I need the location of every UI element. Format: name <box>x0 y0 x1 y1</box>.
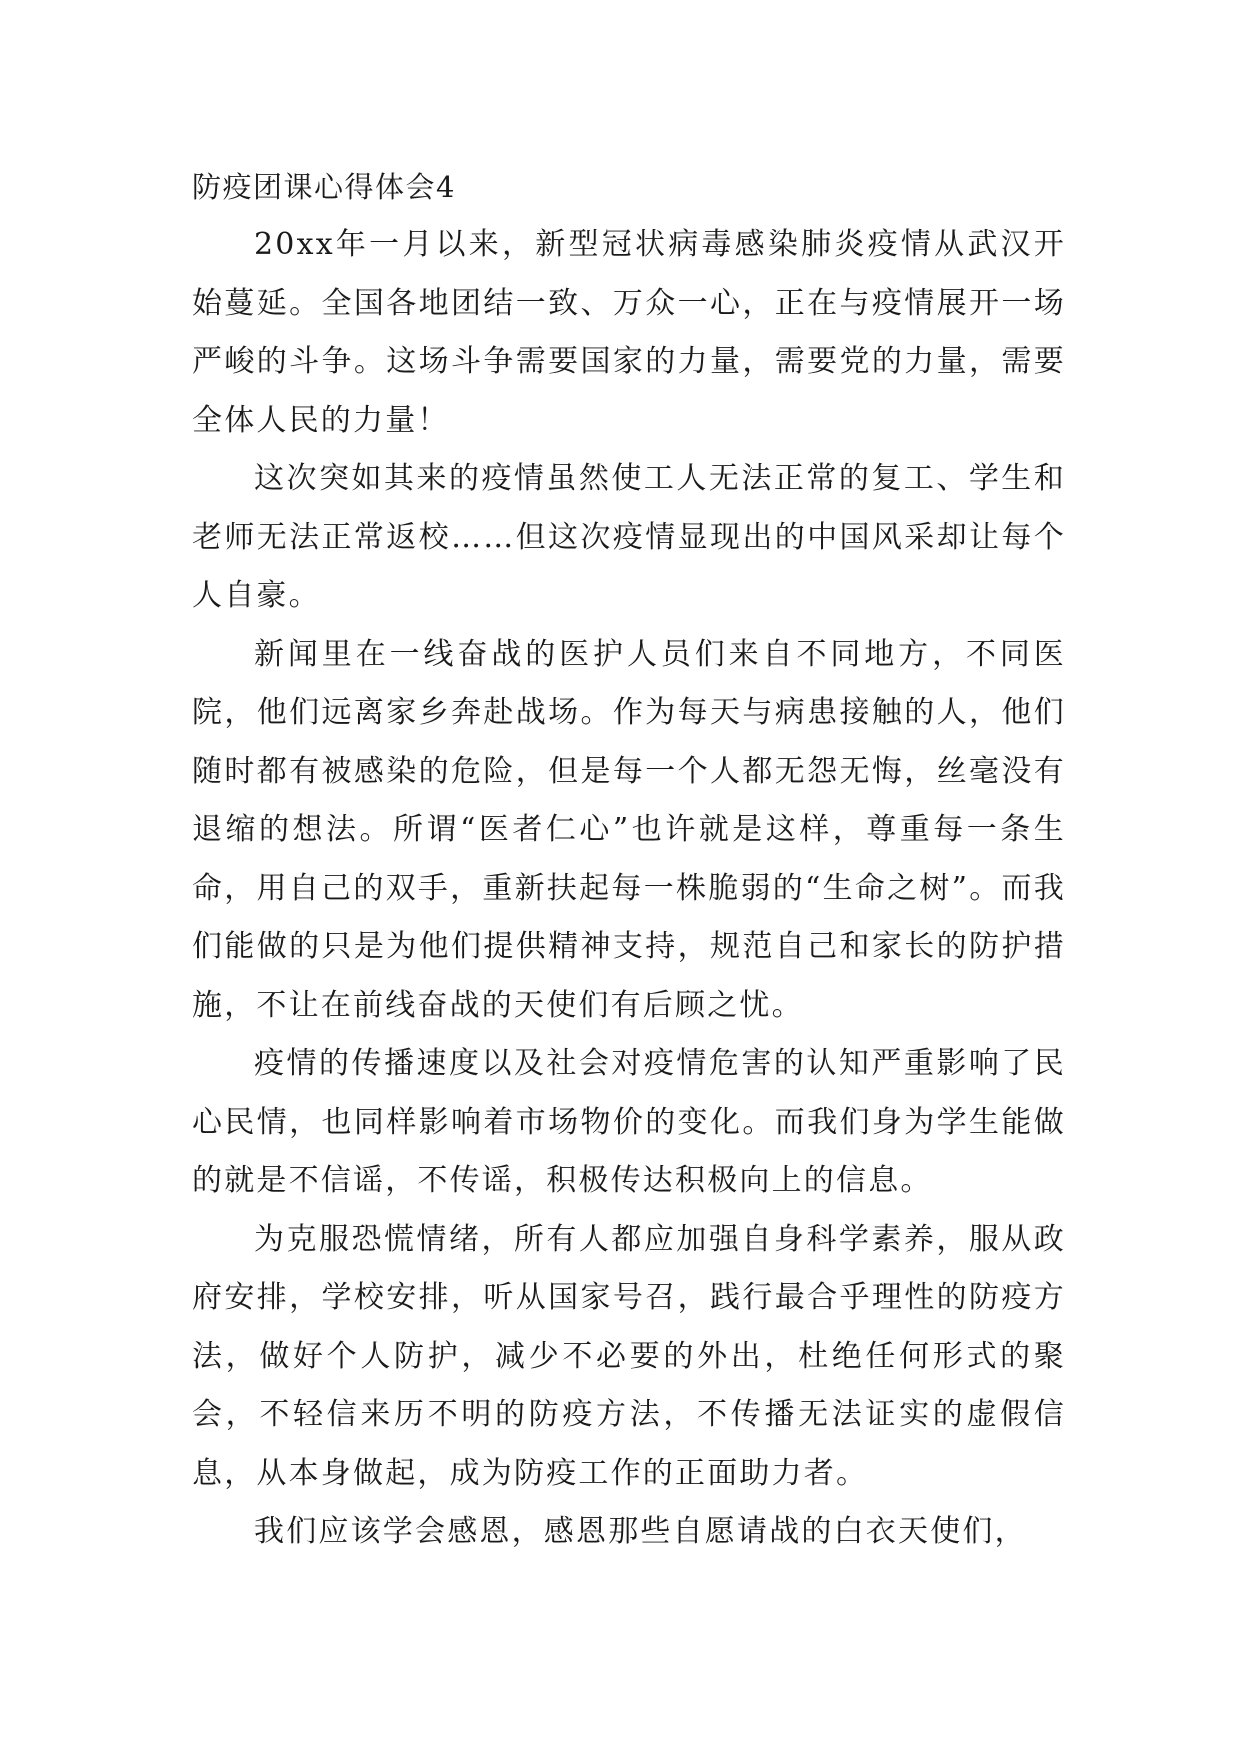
paragraph: 这次突如其来的疫情虽然使工人无法正常的复工、学生和老师无法正常返校……但这次疫情显现出的中国风采却让每个人自豪。 <box>192 461 1066 613</box>
paragraph: 为克服恐慌情绪，所有人都应加强自身科学素养，服从政府安排，学校安排，听从国家号召，践行最合乎理性的防疫方法，做好个人防护，减少不必要的外出，杜绝任何形式的聚会，不轻信来历不明的防疫方法，不传播无法证实的虚假信息，从本身做起，成为防疫工作的正面助力者。 <box>192 1221 1066 1491</box>
paragraph: 疫情的传播速度以及社会对疫情危害的认知严重影响了民心民情，也同样影响着市场物价的变化。而我们身为学生能做的就是不信谣，不传谣，积极传达积极向上的信息。 <box>192 1046 1066 1198</box>
document-title: 防疫团课心得体会4 <box>192 170 456 204</box>
paragraph: 20xx年一月以来，新型冠状病毒感染肺炎疫情从武汉开始蔓延。全国各地团结一致、万众一心，正在与疫情展开一场严峻的斗争。这场斗争需要国家的力量，需要党的力量，需要全体人民的力量！ <box>192 227 1066 438</box>
document-body <box>192 158 1066 1562</box>
paragraph: 我们应该学会感恩，感恩那些自愿请战的白衣天使们， <box>254 1514 1027 1549</box>
paragraph: 新闻里在一线奋战的医护人员们来自不同地方，不同医院，他们远离家乡奔赴战场。作为每天与病患接触的人，他们随时都有被感染的危险，但是每一个人都无怨无悔，丝毫没有退缩的想法。所谓“医者仁心”也许就是这样，尊重每一条生命，用自己的双手，重新扶起每一株脆弱的“生命之树”。而我们能做的只是为他们提供精神支持，规范自己和家长的防护措施，不让在前线奋战的天使们有后顾之忧。 <box>192 636 1066 1023</box>
